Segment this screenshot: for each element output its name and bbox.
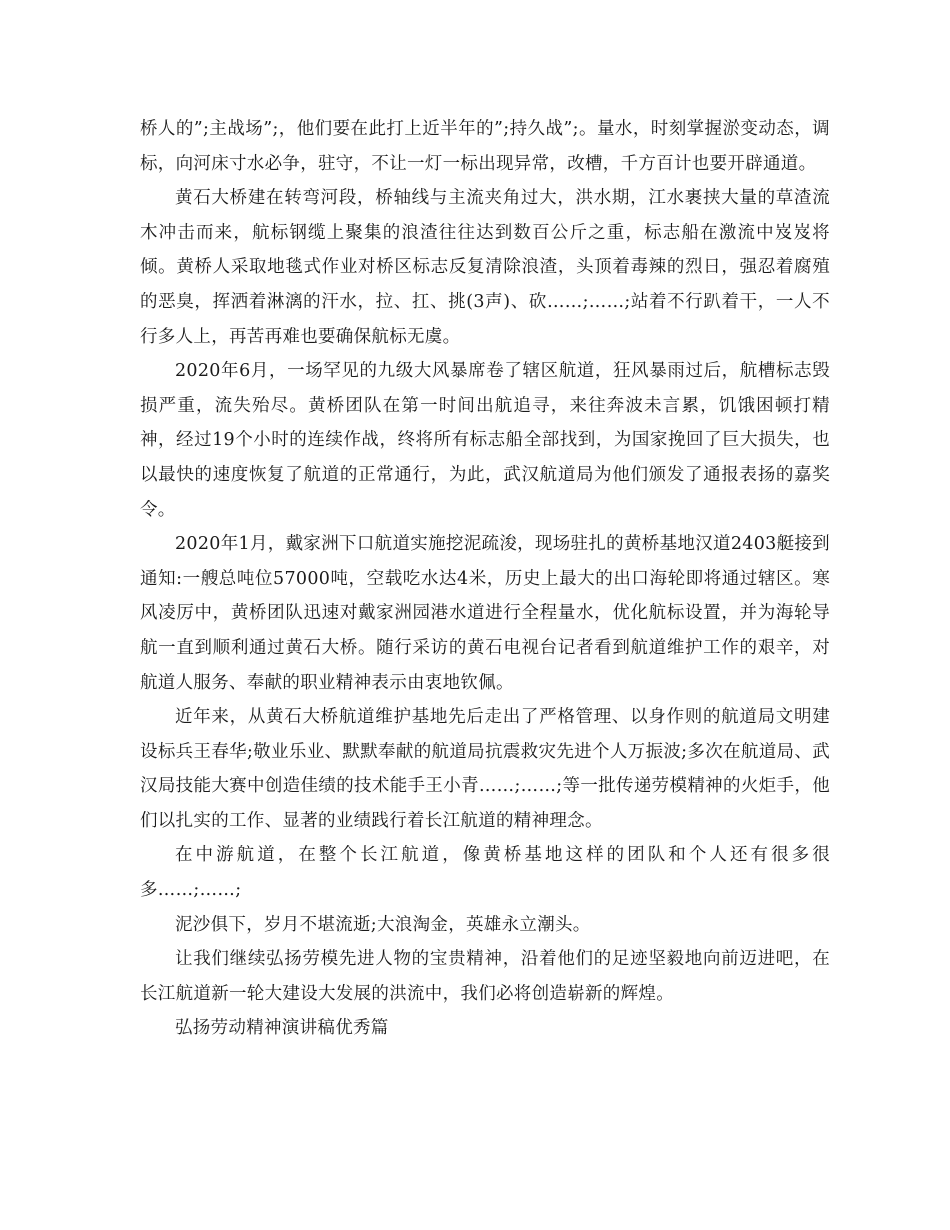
paragraph-sediment: 泥沙俱下，岁月不堪流逝;大浪淘金，英雄永立潮头。 [175,914,591,935]
section-title: 弘扬劳动精神演讲稿优秀篇 [175,1018,389,1039]
paragraph-june-storm: 2020年6月，一场罕见的九级大风暴席卷了辖区航道，狂风暴雨过后，航槽标志毁损严重，流失殆尽。黄桥团队在第一时间出航追寻，来往奔波未言累，饥饿困顿打精神，经过19个小时的连续作战，终将所有标志船全部找到，为国家挽回了巨大损失，也以最快的速度恢复了航道的正常通行，为此，武汉航道局为他们颁发了通报表扬的嘉奖令。 [140,361,830,520]
paragraph-midstream: 在中游航道，在整个长江航道，像黄桥基地这样的团队和个人还有很多很多……;……; [140,845,830,901]
document-body [140,112,830,1046]
paragraph-january-dredging: 2020年1月，戴家洲下口航道实施挖泥疏浚，现场驻扎的黄桥基地汉道2403艇接到通知:一艘总吨位57000吨，空载吃水达4米，历史上最大的出口海轮即将通过辖区。寒风凌厉中，黄桥团队迅速对戴家洲园港水道进行全程量水，优化航标设置，并为海轮导航一直到顺利通过黄石大桥。随行采访的黄石电视台记者看到航道维护工作的艰辛，对航道人服务、奉献的职业精神表示由衷地钦佩。 [140,534,830,693]
paragraph-huangshi-bridge: 黄石大桥建在转弯河段，桥轴线与主流夹角过大，洪水期，江水裹挟大量的草渣流木冲击而来，航标钢缆上聚集的浪渣往往达到数百公斤之重，标志船在激流中岌岌将倾。黄桥人采取地毯式作业对桥区标志反复清除浪渣，头顶着毒辣的烈日，强忍着腐殖的恶臭，挥洒着淋漓的汗水，拉、扛、挑(3声)、砍……;……;站着不行趴着干，一人不行多人上，再苦再难也要确保航标无虞。 [140,188,830,347]
paragraph-call-to-action: 让我们继续弘扬劳模先进人物的宝贵精神，沿着他们的足迹坚毅地向前迈进吧，在长江航道新一轮大建设大发展的洪流中，我们必将创造崭新的辉煌。 [140,949,830,1004]
paragraph-recent-years: 近年来，从黄石大桥航道维护基地先后走出了严格管理、以身作则的航道局文明建设标兵王春华;敬业乐业、默默奉献的航道局抗震救灾先进个人万振波;多次在航道局、武汉局技能大赛中创造佳绩的技术能手王小青……;……;等一批传递劳模精神的火炬手，他们以扎实的工作、显著的业绩践行着长江航道的精神理念。 [140,707,830,831]
paragraph-continuation: 桥人的”;主战场”;，他们要在此打上近半年的”;持久战”;。量水，时刻掌握淤变动态，调标，向河床寸水必争，驻守，不让一灯一标出现异常，改槽，千方百计也要开辟通道。 [140,119,830,174]
